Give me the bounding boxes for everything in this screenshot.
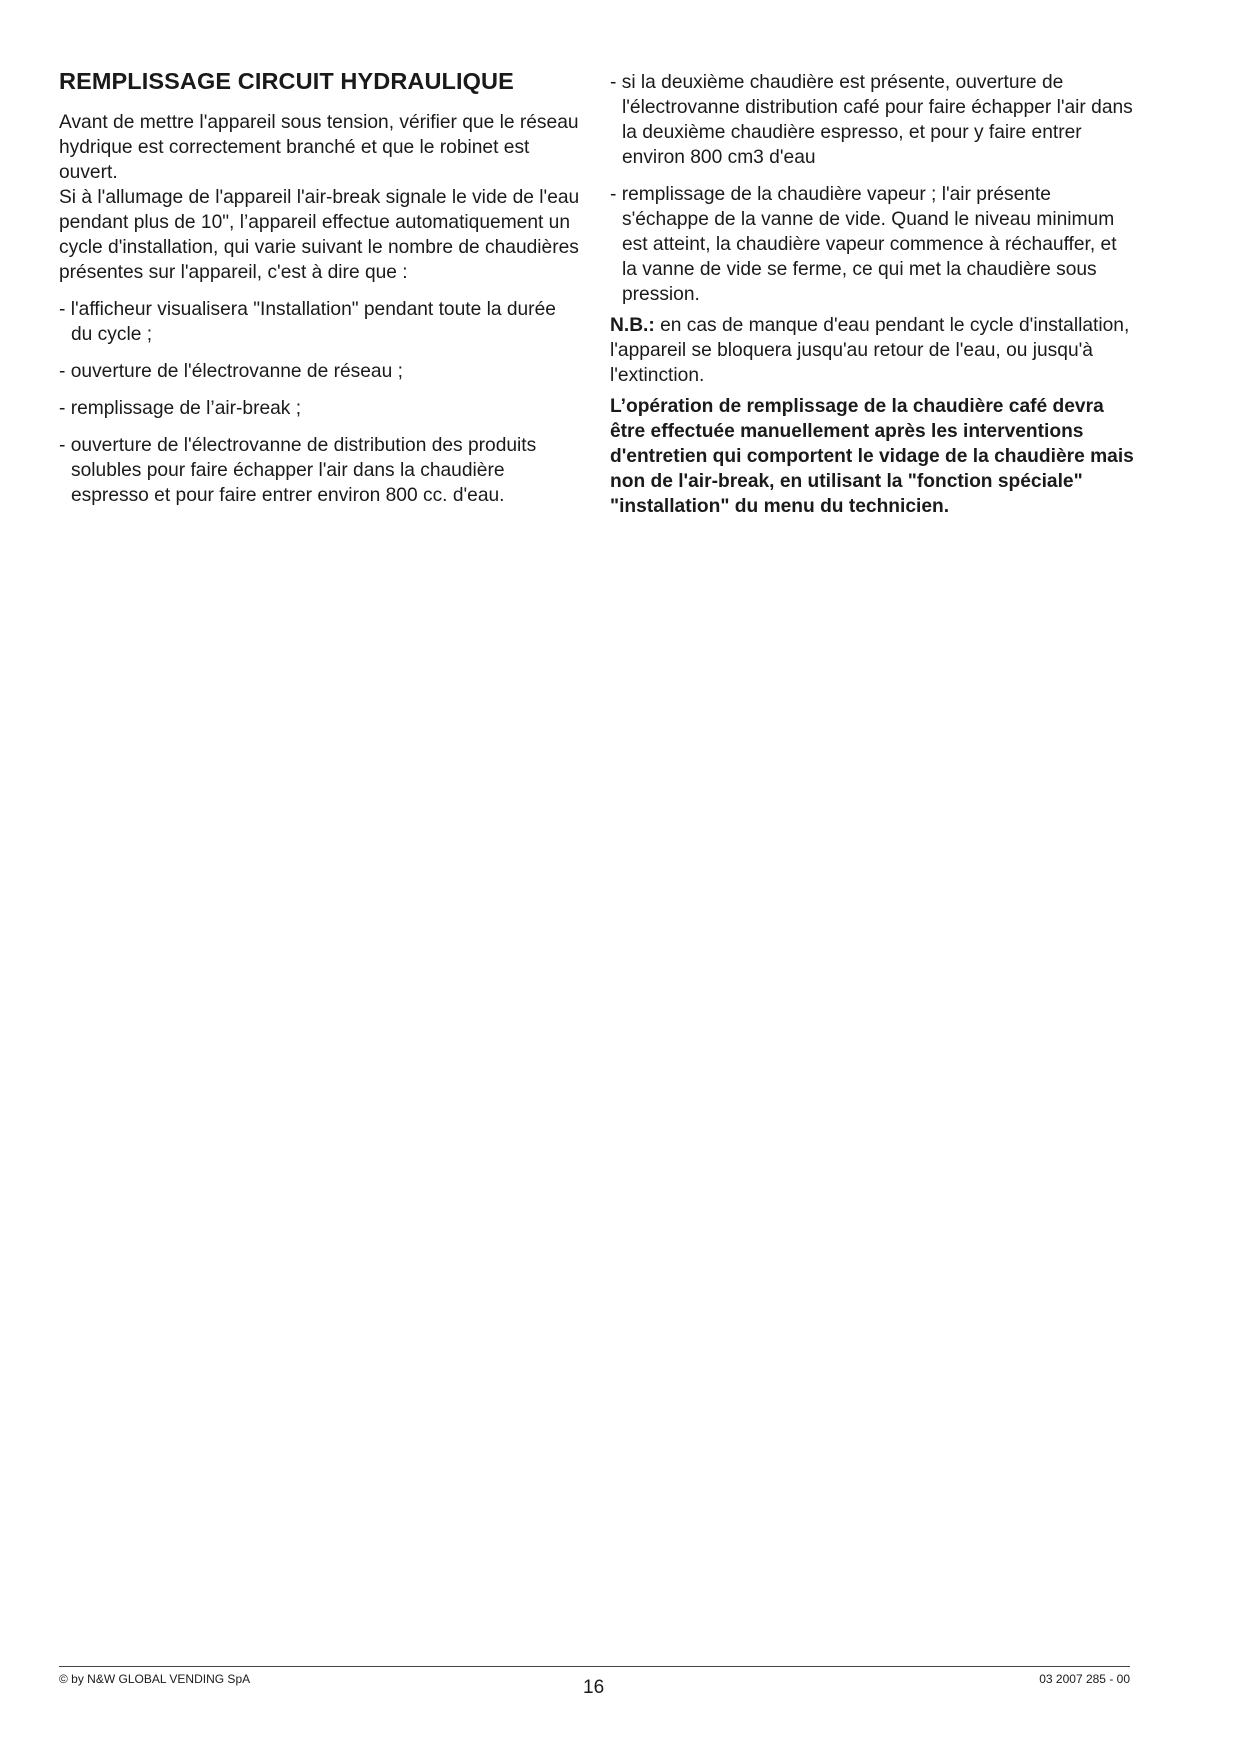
- note-text: en cas de manque d'eau pendant le cycle d'installation, l'appareil se bloquera jusqu'au retour de l'eau, ou jusqu'à l'extinction.: [610, 315, 1130, 386]
- section-title: REMPLISSAGE CIRCUIT HYDRAULIQUE: [59, 68, 514, 94]
- list-item: - remplissage de l’air-break ;: [59, 398, 302, 419]
- airbreak-paragraph: Si à l'allumage de l'appareil l'air-break signale le vide de l'eau pendant plus de 10", l’appareil effectue automatiquement un cycle d'installation, qui varie suivant le nombre de chaudières présentes sur l'appareil, c'est à dire que :: [59, 187, 580, 283]
- footer-divider: [59, 1666, 1130, 1667]
- intro-paragraph: Avant de mettre l'appareil sous tension, vérifier que le réseau hydrique est correctement branché et que le robinet est ouvert.: [59, 112, 579, 183]
- left-column: [59, 66, 581, 508]
- list-item: - ouverture de l'électrovanne de réseau ;: [59, 361, 403, 382]
- note-paragraph: [610, 313, 1135, 388]
- page-number: 16: [583, 1677, 605, 1698]
- right-column: [610, 70, 1135, 519]
- list-item: - remplissage de la chaudière vapeur ; l'air présente s'échappe de la vanne de vide. Quand le niveau minimum est atteint, la chaudière vapeur commence à réchauffer, et la vanne de vide se ferme, ce qui met la chaudière sous pression.: [610, 184, 1117, 305]
- list-item: - l'afficheur visualisera "Installation" pendant toute la durée du cycle ;: [59, 299, 556, 345]
- warning-paragraph: L’opération de remplissage de la chaudière café devra être effectuée manuellement après les interventions d'entretien qui comportent le vidage de la chaudière mais non de l'air-break, en utilisant la "fonction spéciale" "installation" du menu du technicien.: [610, 396, 1134, 517]
- footer-copyright: © by N&W GLOBAL VENDING SpA: [59, 1672, 251, 1686]
- list-item: - ouverture de l'électrovanne de distribution des produits solubles pour faire échapper l'air dans la chaudière espresso et pour faire entrer environ 800 cc. d'eau.: [59, 435, 537, 506]
- list-item: - si la deuxième chaudière est présente, ouverture de l'électrovanne distribution café pour faire échapper l'air dans la deuxième chaudière espresso, et pour y faire entrer environ 800 cm3 d'eau: [610, 72, 1133, 168]
- note-label: N.B.:: [610, 315, 655, 336]
- document-code: 03 2007 285 - 00: [1039, 1672, 1130, 1686]
